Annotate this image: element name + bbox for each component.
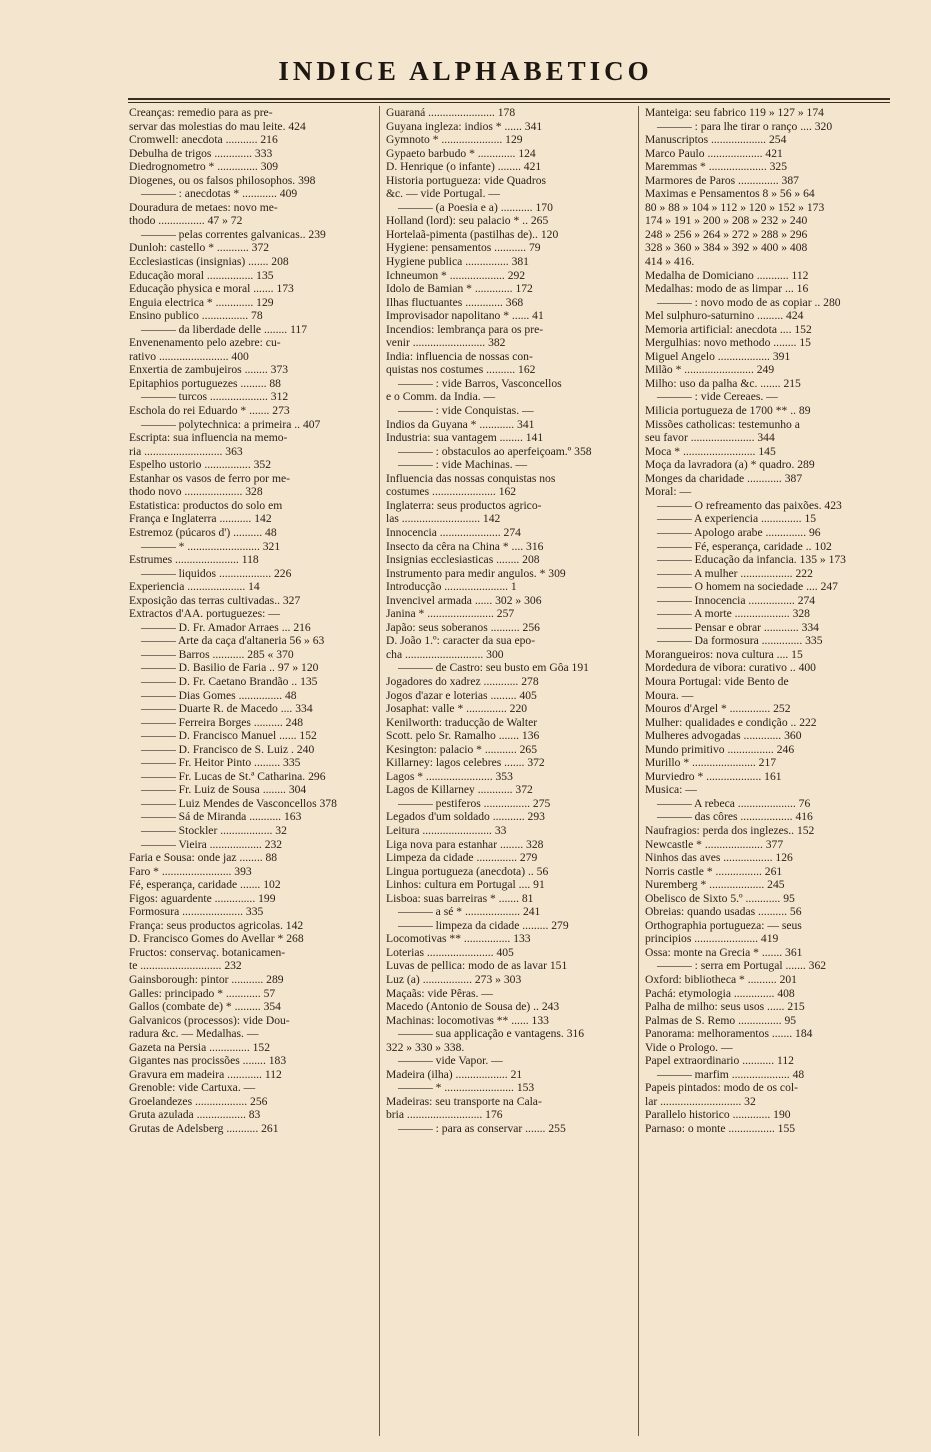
index-entry: Locomotivas ** ................ 133: [386, 932, 531, 946]
index-entry: Instrumento para medir angulos. * 309: [386, 566, 566, 580]
index-entry: ——— : obstaculos ao aperfeiçoam.º 358: [398, 444, 592, 458]
index-entry: Estanhar os vasos de ferro por me-: [129, 471, 290, 485]
index-entry: ——— A mulher .................. 222: [657, 566, 813, 580]
index-entry: ——— Pensar e obrar ............ 334: [657, 620, 819, 634]
index-entry: Ninhos das aves ................. 126: [645, 851, 793, 865]
index-entry: Faro * ........................ 393: [129, 864, 252, 878]
index-entry: Moura. —: [645, 688, 694, 702]
index-entry: ——— polytechnica: a primeira .. 407: [141, 417, 321, 431]
index-entry: Fé, esperança, caridade ....... 102: [129, 878, 281, 892]
index-entry: Maximas e Pensamentos 8 » 56 » 64: [645, 187, 815, 201]
index-entry: ——— pestiferos ................ 275: [398, 796, 551, 810]
index-entry: venir ......................... 382: [386, 336, 506, 350]
index-entry: Enxertia de zambujeiros ........ 373: [129, 363, 289, 377]
index-entry: Pachá: etymologia .............. 408: [645, 986, 795, 1000]
index-entry: Enguia electrica * ............. 129: [129, 295, 274, 309]
index-entry: Industria: sua vantagem ........ 141: [386, 431, 544, 445]
index-entry: cha ........................... 300: [386, 647, 504, 661]
index-entry: Marmores de Paros .............. 387: [645, 173, 799, 187]
index-entry: Medalha de Domiciano ........... 112: [645, 268, 809, 282]
index-entry: Jogadores do xadrez ............ 278: [386, 674, 539, 688]
index-entry: França: seus productos agricolas. 142: [129, 918, 304, 932]
index-entry: Nuremberg * ................... 245: [645, 878, 785, 892]
index-entry: Marco Paulo ................... 421: [645, 146, 783, 160]
index-entry: Mundo primitivo ................ 246: [645, 742, 795, 756]
index-entry: ——— * ......................... 321: [141, 539, 281, 553]
index-entry: Liga nova para estanhar ........ 328: [386, 837, 544, 851]
index-entry: Manuscriptos ................... 254: [645, 133, 787, 147]
index-entry: Kenilworth: traducção de Walter: [386, 715, 538, 729]
index-entry: ria ........................... 363: [129, 444, 243, 458]
index-entry: Newcastle * .................... 377: [645, 837, 784, 851]
index-entry: Maçaãs: vide Pêras. —: [386, 986, 493, 1000]
index-entry: Diedrognometro * .............. 309: [129, 160, 279, 174]
index-entry: Gazeta na Persia .............. 152: [129, 1040, 271, 1054]
index-entry: radura &c. — Medalhas. —: [129, 1027, 259, 1041]
index-entry: Guyana ingleza: indios * ...... 341: [386, 119, 543, 133]
index-entry: seu favor ...................... 344: [645, 431, 775, 445]
index-entry: Lisboa: suas barreiras * ....... 81: [386, 891, 534, 905]
index-entry: ——— Innocencia ................ 274: [657, 593, 816, 607]
index-column-1: [129, 106, 371, 1136]
index-entry: lar ............................ 32: [645, 1094, 756, 1108]
index-entry: ——— marfim .................... 48: [657, 1067, 805, 1081]
index-entry: Groelandezes .................. 256: [129, 1094, 268, 1108]
index-entry: ——— * ........................ 153: [398, 1081, 535, 1095]
index-entry: India: influencia de nossas con-: [386, 349, 533, 363]
index-entry: ——— Sá de Miranda ........... 163: [141, 810, 302, 824]
index-entry: Educação moral ................ 135: [129, 268, 274, 282]
index-entry: Murviedro * ................... 161: [645, 769, 782, 783]
index-entry: Grenoble: vide Cartuxa. —: [129, 1081, 256, 1095]
index-entry: ——— D. Francisco Manuel ...... 152: [141, 729, 317, 743]
index-entry: Legados d'um soldado ........... 293: [386, 810, 545, 824]
index-entry: ——— Fr. Luiz de Sousa ........ 304: [141, 783, 307, 797]
index-entry: thodo ................ 47 » 72: [129, 214, 243, 228]
index-entry: ——— O refreamento das paixões. 423: [657, 498, 842, 512]
index-entry: Gainsborough: pintor ........... 289: [129, 973, 284, 986]
index-entry: ——— liquidos .................. 226: [141, 566, 292, 580]
index-entry: Norris castle * ................ 261: [645, 864, 783, 878]
index-entry: Indios da Guyana * ............ 341: [386, 417, 535, 431]
index-entry: Milicia portugueza de 1700 ** .. 89: [645, 404, 811, 418]
index-entry: Linhos: cultura em Portugal .... 91: [386, 878, 545, 892]
index-entry: Gravura em madeira ............ 112: [129, 1067, 282, 1081]
index-entry: ——— D. Fr. Amador Arraes ... 216: [141, 620, 311, 634]
index-entry: Josaphat: valle * .............. 220: [386, 702, 528, 716]
index-entry: Idolo de Bamian * ............. 172: [386, 282, 533, 296]
index-entry: Obreias: quando usadas .......... 56: [645, 905, 802, 919]
index-column-2: [386, 106, 630, 1136]
index-entry: Improvisador napolitano * ...... 41: [386, 309, 544, 323]
index-entry: D. João 1.º: caracter da sua epo-: [386, 634, 536, 648]
index-entry: Luvas de pellica: modo de as lavar 151: [386, 959, 568, 973]
index-entry: Janina * ....................... 257: [386, 607, 515, 621]
index-entry: ——— a sé * ................... 241: [398, 905, 541, 919]
index-entry: ——— A experiencia .............. 15: [657, 512, 817, 526]
index-entry: D. Henrique (o infante) ........ 421: [386, 160, 542, 174]
index-entry: ——— A morte ................... 328: [657, 607, 810, 621]
index-entry: quistas nos costumes .......... 162: [386, 363, 536, 377]
index-entry: Fructos: conservaç. botanicamen-: [129, 945, 286, 959]
index-entry: Obelisco de Sixto 5.º ............ 95: [645, 891, 795, 905]
index-entry: principios ...................... 419: [645, 932, 779, 946]
index-entry: Hortelaã-pimenta (pastilhas de).. 120: [386, 227, 559, 241]
index-entry: ——— da liberdade delle ........ 117: [141, 322, 308, 336]
index-entry: Mel sulphuro-saturnino ......... 424: [645, 309, 804, 323]
index-entry: thodo novo .................... 328: [129, 485, 263, 499]
index-entry: Limpeza da cidade .............. 279: [386, 851, 538, 865]
index-entry: ——— : anecdotas * ............ 409: [141, 187, 298, 201]
index-entry: ——— Da formosura .............. 335: [657, 634, 823, 648]
index-entry: Ecclesiasticas (insignias) ....... 208: [129, 255, 289, 269]
index-entry: Leitura ........................ 33: [386, 823, 507, 837]
index-entry: Figos: aguardente .............. 199: [129, 891, 276, 905]
index-entry: Moral: —: [645, 485, 692, 499]
index-entry: Grutas de Adelsberg ........... 261: [129, 1122, 279, 1136]
index-entry: Madeira (ilha) .................. 21: [386, 1067, 523, 1081]
index-entry: Experiencia .................... 14: [129, 580, 260, 594]
index-entry: Palha de milho: seus usos ...... 215: [645, 1000, 805, 1014]
index-entry: ——— Fr. Heitor Pinto ......... 335: [141, 756, 301, 770]
index-entry: Hygiene publica ............... 381: [386, 255, 529, 269]
index-entry: Estatistica: productos do solo em: [129, 498, 283, 512]
index-entry: ——— de Castro: seu busto em Gôa 191: [398, 661, 589, 675]
index-entry: Espelho ustorio ................ 352: [129, 458, 272, 472]
index-entry: Mordedura de vibora: curativo .. 400: [645, 661, 816, 675]
index-entry: Douradura de metaes: novo me-: [129, 200, 278, 214]
index-entry: Moca * ......................... 145: [645, 444, 776, 458]
index-column-3: [645, 106, 889, 1136]
index-entry: Mulheres advogadas ............. 360: [645, 729, 802, 743]
index-entry: Escripta: sua influencia na memo-: [129, 431, 288, 445]
title-rule: [128, 98, 890, 103]
index-entry: ——— (a Poesia e a) ........... 170: [398, 200, 553, 214]
index-entry: Incendios: lembrança para os pre-: [386, 322, 544, 336]
index-entry: Historia portugueza: vide Quadros: [386, 173, 547, 187]
index-entry: Ensino publico ................ 78: [129, 309, 263, 323]
index-entry: Lingua portugueza (anecdota) .. 56: [386, 864, 549, 878]
index-entry: las ........................... 142: [386, 512, 501, 526]
index-entry: Hygiene: pensamentos ........... 79: [386, 241, 541, 255]
index-entry: ——— D. Fr. Caetano Brandão .. 135: [141, 674, 318, 688]
index-entry: &c. — vide Portugal. —: [386, 187, 500, 201]
index-entry: ——— das côres .................. 416: [657, 810, 813, 824]
index-entry: Ilhas fluctuantes ............. 368: [386, 295, 524, 309]
index-entry: Scott. pelo Sr. Ramalho ....... 136: [386, 729, 540, 743]
index-entry: ——— vide Vapor. —: [398, 1054, 503, 1068]
index-entry: Mergulhias: novo methodo ........ 15: [645, 336, 811, 350]
index-entry: ——— A rebeca .................... 76: [657, 796, 811, 810]
index-entry: ——— Fr. Lucas de St.ª Catharina. 296: [141, 769, 326, 783]
index-entry: Innocencia ..................... 274: [386, 525, 521, 539]
index-entry: ——— Dias Gomes ............... 48: [141, 688, 297, 702]
index-entry: Estremoz (púcaros d') .......... 48: [129, 525, 277, 539]
index-entry: bria .......................... 176: [386, 1108, 503, 1122]
index-entry: Milão * ........................ 249: [645, 363, 775, 377]
index-entry: Cromwell: anecdota ........... 216: [129, 133, 278, 147]
index-entry: Panorama: melhoramentos ....... 184: [645, 1027, 813, 1041]
index-entry: Naufragios: perda dos inglezes.. 152: [645, 823, 815, 837]
index-entry: ——— : vide Conquistas. —: [398, 404, 534, 418]
index-entry: 322 » 330 » 338.: [386, 1040, 465, 1054]
index-entry: ——— limpeza da cidade ......... 279: [398, 918, 569, 932]
index-entry: Orthographia portugueza: — seus: [645, 918, 802, 932]
index-entry: Inglaterra: seus productos agrico-: [386, 498, 542, 512]
index-entry: Mulher: qualidades e condição .. 222: [645, 715, 817, 729]
index-entry: Insignias ecclesiasticas ........ 208: [386, 553, 540, 567]
index-entry: ——— Apologo arabe .............. 96: [657, 525, 821, 539]
index-entry: Miguel Angelo .................. 391: [645, 349, 791, 363]
index-entry: Papel extraordinario ........... 112: [645, 1054, 794, 1068]
index-entry: ——— : para as conservar ....... 255: [398, 1122, 566, 1136]
index-entry: ——— Arte da caça d'altaneria 56 » 63: [141, 634, 325, 648]
index-entry: Oxford: bibliotheca * .......... 201: [645, 973, 797, 986]
index-entry: ——— O homem na sociedade .... 247: [657, 580, 838, 594]
index-entry: ——— : vide Machinas. —: [398, 458, 528, 472]
index-entry: Estrumes ...................... 118: [129, 553, 259, 567]
index-entry: ——— Stockler .................. 32: [141, 823, 287, 837]
index-entry: Eschola do rei Eduardo * ....... 273: [129, 404, 290, 418]
index-entry: ——— D. Basilio de Faria .. 97 » 120: [141, 661, 319, 675]
index-entry: e o Comm. da India. —: [386, 390, 496, 404]
index-entry: Palmas de S. Remo ............... 95: [645, 1013, 797, 1027]
index-entry: Gymnoto * ..................... 129: [386, 133, 523, 147]
index-entry: Lagos * ....................... 353: [386, 769, 513, 783]
index-entry: Galvanicos (processos): vide Dou-: [129, 1013, 290, 1027]
index-entry: Monges da charidade ............ 387: [645, 471, 803, 485]
index-entry: Killarney: lagos celebres ....... 372: [386, 756, 545, 770]
page-title: INDICE ALPHABETICO: [278, 56, 653, 86]
index-entry: ——— Barros ........... 285 « 370: [141, 647, 294, 661]
index-entry: ——— pelas correntes galvanicas.. 239: [141, 227, 326, 241]
index-entry: Debulha de trigos ............. 333: [129, 146, 273, 160]
index-entry: Educação physica e moral ....... 173: [129, 282, 294, 296]
index-entry: 174 » 191 » 200 » 208 » 232 » 240: [645, 214, 808, 228]
index-entry: Maremmas * .................... 325: [645, 160, 788, 174]
index-entry: Galles: principado * ............ 57: [129, 986, 276, 1000]
index-entry: servar das molestias do mau leite. 424: [129, 119, 306, 133]
index-entry: Gallos (combate de) * ......... 354: [129, 1000, 281, 1014]
index-entry: Madeiras: seu transporte na Cala-: [386, 1094, 542, 1108]
index-entry: ——— turcos .................... 312: [141, 390, 289, 404]
index-entry: França e Inglaterra ........... 142: [129, 512, 272, 526]
index-entry: Missões catholicas: testemunho a: [645, 417, 800, 431]
column-divider: [638, 106, 639, 1436]
index-entry: Moça da lavradora (a) * quadro. 289: [645, 458, 815, 472]
index-entry: ——— D. Francisco de S. Luiz . 240: [141, 742, 315, 756]
index-entry: Machinas: locomotivas ** ...... 133: [386, 1013, 549, 1027]
index-entry: Holland (lord): seu palacio * .. 265: [386, 214, 549, 228]
index-entry: Morangueiros: nova cultura .... 15: [645, 647, 803, 661]
index-entry: rativo ........................ 400: [129, 349, 249, 363]
index-entry: Parnaso: o monte ................ 155: [645, 1122, 796, 1136]
index-entry: Kesington: palacio * ........... 265: [386, 742, 538, 756]
index-entry: ——— : novo modo de as copiar .. 280: [657, 295, 841, 309]
index-entry: Medalhas: modo de as limpar ... 16: [645, 282, 809, 296]
index-entry: ——— : para lhe tirar o ranço .... 320: [657, 119, 833, 133]
column-divider: [379, 106, 380, 1436]
index-entry: Moura Portugal: vide Bento de: [645, 674, 789, 688]
index-entry: Influencia das nossas conquistas nos: [386, 471, 556, 485]
index-entry: Papeis pintados: modo de os col-: [645, 1081, 798, 1095]
index-entry: Ichneumon * ................... 292: [386, 268, 526, 282]
index-entry: Vide o Prologo. —: [645, 1040, 733, 1054]
index-entry: 328 » 360 » 384 » 392 » 400 » 408: [645, 241, 808, 255]
index-entry: Parallelo historico ............. 190: [645, 1108, 791, 1122]
index-entry: Diogenes, ou os falsos philosophos. 398: [129, 173, 316, 187]
index-entry: 414 » 416.: [645, 255, 695, 269]
index-entry: Envenenamento pelo azebre: cu-: [129, 336, 281, 350]
index-entry: te ............................ 232: [129, 959, 242, 973]
index-entry: Introducção ...................... 1: [386, 580, 517, 594]
index-entry: Ossa: monte na Grecia * ....... 361: [645, 945, 803, 959]
index-entry: Milho: uso da palha &c. ....... 215: [645, 376, 801, 390]
index-entry: ——— Educação da infancia. 135 » 173: [657, 553, 846, 567]
index-entry: Guaraná ....................... 178: [386, 106, 516, 119]
index-entry: D. Francisco Gomes do Avellar * 268: [129, 932, 304, 946]
index-entry: Macedo (Antonio de Sousa de) .. 243: [386, 1000, 560, 1014]
index-entry: Formosura ..................... 335: [129, 905, 264, 919]
index-entry: Gypaeto barbudo * ............. 124: [386, 146, 536, 160]
index-entry: ——— Luiz Mendes de Vasconcellos 378: [141, 796, 337, 810]
index-entry: ——— : vide Barros, Vasconcellos: [398, 376, 562, 390]
index-entry: Memoria artificial: anecdota .... 152: [645, 322, 812, 336]
index-entry: Creanças: remedio para as pre-: [129, 106, 273, 119]
index-entry: Musica: —: [645, 783, 697, 797]
index-entry: ——— : vide Cereaes. —: [657, 390, 778, 404]
index-entry: ——— Ferreira Borges .......... 248: [141, 715, 304, 729]
index-entry: ——— Fé, esperança, caridade .. 102: [657, 539, 832, 553]
index-entry: Faria e Sousa: onde jaz ........ 88: [129, 851, 278, 865]
index-entry: Epitaphios portuguezes ......... 88: [129, 376, 281, 390]
index-entry: Exposição das terras cultivadas.. 327: [129, 593, 301, 607]
index-entry: Insecto da cêra na China * .... 316: [386, 539, 544, 553]
index-entry: Dunloh: castello * ........... 372: [129, 241, 270, 255]
index-entry: Japão: seus soberanos .......... 256: [386, 620, 540, 634]
index-entry: Gruta azulada ................. 83: [129, 1108, 261, 1122]
index-entry: Jogos d'azar e loterias ......... 405: [386, 688, 537, 702]
index-entry: 248 » 256 » 264 » 272 » 288 » 296: [645, 227, 808, 241]
index-entry: Loterias ....................... 405: [386, 945, 514, 959]
index-entry: Extractos d'AA. portuguezes: —: [129, 607, 280, 621]
index-entry: costumes ...................... 162: [386, 485, 517, 499]
index-entry: Murillo * ...................... 217: [645, 756, 777, 770]
index-entry: ——— Vieira .................. 232: [141, 837, 283, 851]
index-entry: ——— : serra em Portugal ....... 362: [657, 959, 827, 973]
index-entry: Lagos de Killarney ............ 372: [386, 783, 533, 797]
index-entry: ——— sua applicação e vantagens. 316: [398, 1027, 585, 1041]
index-entry: Invencivel armada ...... 302 » 306: [386, 593, 542, 607]
index-entry: Mouros d'Argel * .............. 252: [645, 702, 791, 716]
index-entry: Manteiga: seu fabrico 119 » 127 » 174: [645, 106, 824, 119]
index-entry: ——— Duarte R. de Macedo .... 334: [141, 702, 313, 716]
index-entry: Gigantes nas procissões ........ 183: [129, 1054, 287, 1068]
index-entry: Luz (a) ................. 273 » 303: [386, 973, 522, 986]
index-entry: 80 » 88 » 104 » 112 » 120 » 152 » 173: [645, 200, 825, 214]
